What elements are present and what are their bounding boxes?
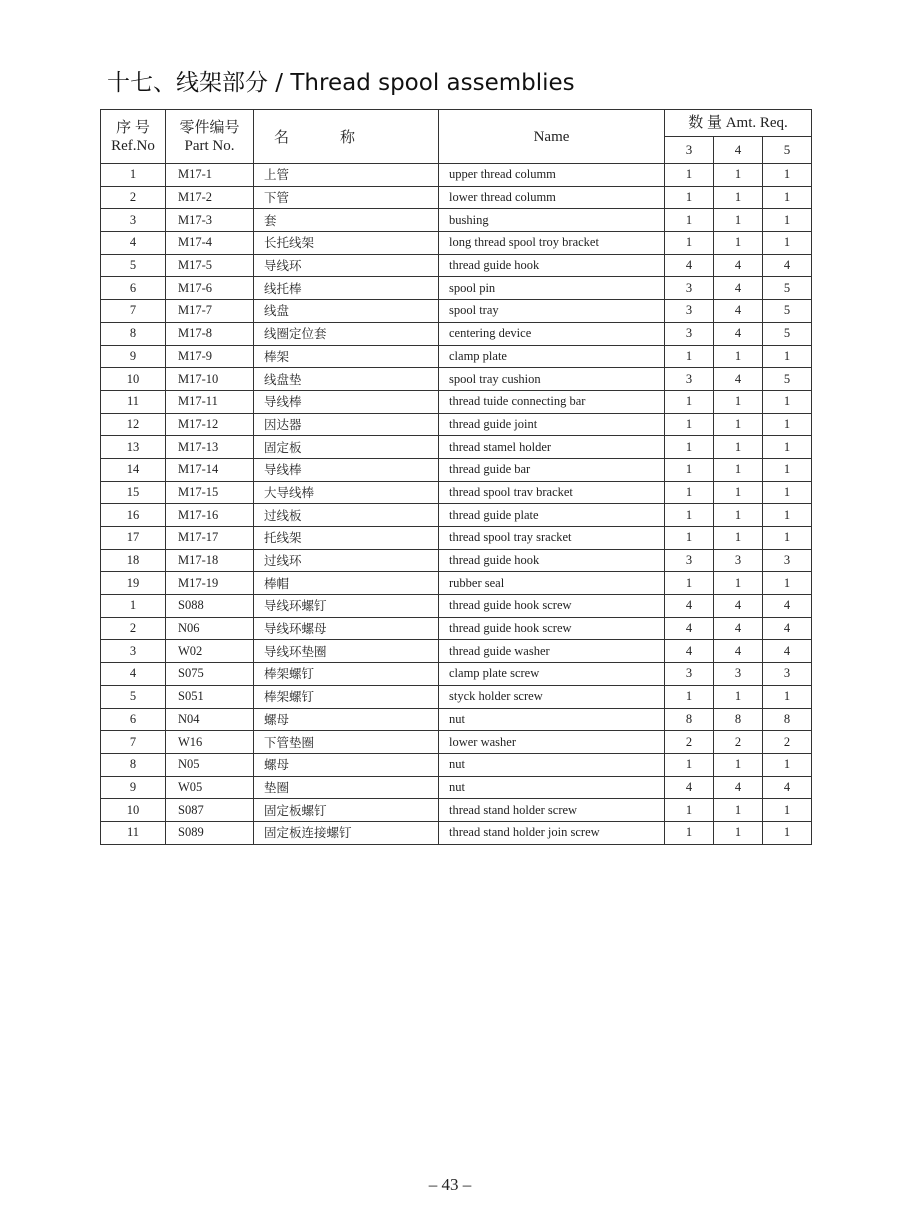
amt-4-cell: 3: [714, 549, 763, 572]
ref-no-cell: 14: [101, 458, 166, 481]
part-no-cell: M17-10: [166, 368, 254, 391]
table-row: [101, 799, 812, 822]
amt-req-header: 数 量 Amt. Req.: [665, 110, 812, 137]
amt-3-cell: 3: [665, 277, 714, 300]
name-cn-cell: 导线环垫圈: [254, 640, 439, 663]
amt-4-cell: 1: [714, 186, 763, 209]
part-no-cell: M17-14: [166, 458, 254, 481]
ref-no-header: [101, 110, 166, 164]
name-en-cell: styck holder screw: [439, 685, 665, 708]
part-no-cell: N06: [166, 617, 254, 640]
part-no-cell: N05: [166, 753, 254, 776]
table-row: [101, 572, 812, 595]
amt-5-cell: 1: [763, 821, 812, 844]
name-cn-cell: 棒架螺钉: [254, 663, 439, 686]
amt-3-cell: 1: [665, 572, 714, 595]
amt-3-cell: 4: [665, 617, 714, 640]
ref-no-cell: 12: [101, 413, 166, 436]
name-cn-cell: 上管: [254, 164, 439, 187]
amt-4-cell: 1: [714, 345, 763, 368]
name-en-cell: thread stand holder screw: [439, 799, 665, 822]
amt-4-cell: 8: [714, 708, 763, 731]
amt-5-cell: 1: [763, 799, 812, 822]
amt-4-cell: 1: [714, 753, 763, 776]
name-en-cell: clamp plate: [439, 345, 665, 368]
page-number: – 43 –: [428, 1175, 472, 1194]
name-en-cell: thread guide washer: [439, 640, 665, 663]
part-no-cell: M17-12: [166, 413, 254, 436]
amt-5-cell: 1: [763, 390, 812, 413]
name-en-header: Name: [439, 110, 665, 164]
ref-no-header-en: Ref.No: [111, 137, 155, 154]
part-no-cell: S088: [166, 595, 254, 618]
amt-5-cell: 5: [763, 322, 812, 345]
amt-3-cell: 1: [665, 504, 714, 527]
amt-4-cell: 1: [714, 413, 763, 436]
name-en-cell: clamp plate screw: [439, 663, 665, 686]
amt-4-cell: 1: [714, 209, 763, 232]
name-en-cell: thread stand holder join screw: [439, 821, 665, 844]
name-en-cell: thread guide hook screw: [439, 617, 665, 640]
name-cn-cell: 固定板连接螺钉: [254, 821, 439, 844]
amt-5-cell: 1: [763, 436, 812, 459]
amt-5-cell: 4: [763, 776, 812, 799]
amt-5-cell: 1: [763, 504, 812, 527]
amt-4-cell: 1: [714, 164, 763, 187]
name-en-cell: thread guide bar: [439, 458, 665, 481]
name-en-cell: centering device: [439, 322, 665, 345]
table-row: [101, 300, 812, 323]
name-cn-cell: 固定板: [254, 436, 439, 459]
amt-5-cell: 5: [763, 368, 812, 391]
name-en-cell: thread stamel holder: [439, 436, 665, 459]
amt-5-cell: 8: [763, 708, 812, 731]
name-cn-cell: 固定板螺钉: [254, 799, 439, 822]
part-no-header: [166, 110, 254, 164]
amt-3-cell: 1: [665, 685, 714, 708]
part-no-cell: M17-2: [166, 186, 254, 209]
amt-4-cell: 3: [714, 663, 763, 686]
table-row: [101, 685, 812, 708]
amt-3-cell: 1: [665, 753, 714, 776]
name-en-cell: thread guide hook: [439, 254, 665, 277]
amt-3-cell: 4: [665, 640, 714, 663]
amt-4-cell: 1: [714, 527, 763, 550]
amt-3-cell: 3: [665, 549, 714, 572]
ref-no-cell: 10: [101, 368, 166, 391]
amt-5-cell: 1: [763, 164, 812, 187]
table-row: [101, 164, 812, 187]
name-cn-cell: 过线板: [254, 504, 439, 527]
table-row: [101, 254, 812, 277]
amt-3-cell: 4: [665, 254, 714, 277]
amt-5-cell: 1: [763, 481, 812, 504]
name-en-cell: spool tray cushion: [439, 368, 665, 391]
part-no-cell: S075: [166, 663, 254, 686]
ref-no-cell: 11: [101, 821, 166, 844]
part-no-header-cn: 零件编号: [179, 119, 240, 136]
amt-5-cell: 1: [763, 413, 812, 436]
amt-5-cell: 5: [763, 300, 812, 323]
part-no-cell: M17-11: [166, 390, 254, 413]
amt-4-cell: 4: [714, 776, 763, 799]
amt-5-cell: 4: [763, 617, 812, 640]
ref-no-cell: 15: [101, 481, 166, 504]
ref-no-cell: 13: [101, 436, 166, 459]
amt-col-4-header: 4: [714, 137, 763, 164]
parts-table: [100, 109, 812, 845]
part-no-cell: M17-6: [166, 277, 254, 300]
name-cn-cell: 导线环螺钉: [254, 595, 439, 618]
table-row: [101, 458, 812, 481]
name-en-cell: nut: [439, 753, 665, 776]
ref-no-header-cn: 序 号: [116, 119, 150, 136]
name-cn-cell: 垫圈: [254, 776, 439, 799]
table-header-row: [101, 110, 812, 137]
ref-no-cell: 2: [101, 186, 166, 209]
name-cn-cell: 长托线架: [254, 232, 439, 255]
part-no-cell: M17-17: [166, 527, 254, 550]
part-no-cell: M17-13: [166, 436, 254, 459]
amt-5-cell: 1: [763, 186, 812, 209]
part-no-header-en: Part No.: [184, 137, 235, 154]
amt-3-cell: 1: [665, 164, 714, 187]
name-cn-cell: 套: [254, 209, 439, 232]
ref-no-cell: 5: [101, 254, 166, 277]
name-en-cell: long thread spool troy bracket: [439, 232, 665, 255]
part-no-cell: W02: [166, 640, 254, 663]
name-cn-cell: 线圈定位套: [254, 322, 439, 345]
amt-5-cell: 4: [763, 595, 812, 618]
amt-3-cell: 1: [665, 186, 714, 209]
ref-no-cell: 10: [101, 799, 166, 822]
ref-no-cell: 9: [101, 776, 166, 799]
table-row: [101, 345, 812, 368]
name-cn-cell: 棒架螺钉: [254, 685, 439, 708]
table-row: [101, 640, 812, 663]
name-en-cell: nut: [439, 776, 665, 799]
amt-4-cell: 4: [714, 595, 763, 618]
part-no-cell: M17-16: [166, 504, 254, 527]
parts-table-body: [101, 164, 812, 845]
amt-4-cell: 1: [714, 481, 763, 504]
ref-no-cell: 11: [101, 390, 166, 413]
name-cn-cell: 线盘: [254, 300, 439, 323]
name-cn-cell: 因达器: [254, 413, 439, 436]
amt-col-5-header: 5: [763, 137, 812, 164]
amt-4-cell: 4: [714, 277, 763, 300]
part-no-cell: M17-5: [166, 254, 254, 277]
ref-no-cell: 6: [101, 708, 166, 731]
amt-5-cell: 1: [763, 209, 812, 232]
ref-no-cell: 19: [101, 572, 166, 595]
amt-5-cell: 2: [763, 731, 812, 754]
amt-3-cell: 8: [665, 708, 714, 731]
amt-3-cell: 3: [665, 368, 714, 391]
table-row: [101, 209, 812, 232]
amt-3-cell: 1: [665, 527, 714, 550]
amt-3-cell: 1: [665, 209, 714, 232]
table-row: [101, 413, 812, 436]
amt-4-cell: 1: [714, 504, 763, 527]
name-cn-cell: 过线环: [254, 549, 439, 572]
ref-no-cell: 8: [101, 322, 166, 345]
amt-3-cell: 1: [665, 436, 714, 459]
table-row: [101, 232, 812, 255]
part-no-cell: W05: [166, 776, 254, 799]
amt-3-cell: 4: [665, 776, 714, 799]
amt-4-cell: 4: [714, 617, 763, 640]
amt-4-cell: 1: [714, 685, 763, 708]
ref-no-cell: 7: [101, 731, 166, 754]
name-cn-cell: 下管: [254, 186, 439, 209]
ref-no-cell: 8: [101, 753, 166, 776]
ref-no-cell: 6: [101, 277, 166, 300]
amt-5-cell: 3: [763, 663, 812, 686]
name-en-cell: nut: [439, 708, 665, 731]
amt-3-cell: 1: [665, 821, 714, 844]
table-row: [101, 663, 812, 686]
name-cn-cell: 线盘垫: [254, 368, 439, 391]
ref-no-cell: 3: [101, 209, 166, 232]
table-row: [101, 368, 812, 391]
part-no-cell: M17-19: [166, 572, 254, 595]
amt-col-3-header: 3: [665, 137, 714, 164]
table-row: [101, 277, 812, 300]
amt-3-cell: 4: [665, 595, 714, 618]
amt-4-cell: 1: [714, 390, 763, 413]
name-en-cell: thread guide joint: [439, 413, 665, 436]
ref-no-cell: 17: [101, 527, 166, 550]
name-cn-header-a: 名: [274, 127, 291, 146]
amt-3-cell: 1: [665, 390, 714, 413]
part-no-cell: M17-15: [166, 481, 254, 504]
amt-3-cell: 1: [665, 458, 714, 481]
amt-4-cell: 1: [714, 572, 763, 595]
part-no-cell: M17-3: [166, 209, 254, 232]
amt-4-cell: 4: [714, 640, 763, 663]
table-row: [101, 617, 812, 640]
page-title: 十七、线架部分 / Thread spool assemblies: [107, 70, 575, 96]
table-row: [101, 776, 812, 799]
amt-3-cell: 2: [665, 731, 714, 754]
name-cn-cell: 导线环: [254, 254, 439, 277]
amt-3-cell: 1: [665, 799, 714, 822]
name-cn-cell: 导线环螺母: [254, 617, 439, 640]
name-en-cell: spool pin: [439, 277, 665, 300]
name-cn-cell: 棒架: [254, 345, 439, 368]
amt-4-cell: 1: [714, 458, 763, 481]
amt-4-cell: 1: [714, 436, 763, 459]
name-cn-cell: 螺母: [254, 708, 439, 731]
amt-5-cell: 1: [763, 685, 812, 708]
part-no-cell: N04: [166, 708, 254, 731]
ref-no-cell: 9: [101, 345, 166, 368]
amt-4-cell: 4: [714, 322, 763, 345]
name-cn-cell: 导线棒: [254, 458, 439, 481]
amt-3-cell: 3: [665, 300, 714, 323]
table-row: [101, 549, 812, 572]
amt-3-cell: 1: [665, 345, 714, 368]
name-cn-cell: 导线棒: [254, 390, 439, 413]
name-en-cell: thread spool tray sracket: [439, 527, 665, 550]
name-en-cell: rubber seal: [439, 572, 665, 595]
amt-3-cell: 3: [665, 663, 714, 686]
name-cn-cell: 大导线棒: [254, 481, 439, 504]
part-no-cell: M17-9: [166, 345, 254, 368]
table-row: [101, 481, 812, 504]
amt-4-cell: 1: [714, 232, 763, 255]
amt-4-cell: 1: [714, 799, 763, 822]
part-no-cell: M17-1: [166, 164, 254, 187]
name-cn-header: [254, 110, 439, 164]
part-no-cell: S087: [166, 799, 254, 822]
part-no-cell: M17-8: [166, 322, 254, 345]
table-row: [101, 436, 812, 459]
name-en-cell: thread guide hook screw: [439, 595, 665, 618]
ref-no-cell: 1: [101, 595, 166, 618]
name-cn-cell: 螺母: [254, 753, 439, 776]
name-en-cell: thread guide plate: [439, 504, 665, 527]
table-row: [101, 708, 812, 731]
table-row: [101, 527, 812, 550]
amt-4-cell: 4: [714, 368, 763, 391]
table-row: [101, 390, 812, 413]
name-en-cell: upper thread columm: [439, 164, 665, 187]
name-en-cell: bushing: [439, 209, 665, 232]
table-row: [101, 821, 812, 844]
amt-5-cell: 1: [763, 232, 812, 255]
amt-5-cell: 1: [763, 458, 812, 481]
amt-3-cell: 1: [665, 232, 714, 255]
amt-5-cell: 4: [763, 640, 812, 663]
name-en-cell: lower thread columm: [439, 186, 665, 209]
name-en-cell: spool tray: [439, 300, 665, 323]
amt-4-cell: 1: [714, 821, 763, 844]
part-no-cell: W16: [166, 731, 254, 754]
part-no-cell: M17-18: [166, 549, 254, 572]
name-en-cell: thread tuide connecting bar: [439, 390, 665, 413]
amt-5-cell: 3: [763, 549, 812, 572]
part-no-cell: M17-7: [166, 300, 254, 323]
amt-5-cell: 1: [763, 753, 812, 776]
name-cn-cell: 棒帽: [254, 572, 439, 595]
ref-no-cell: 7: [101, 300, 166, 323]
part-no-cell: S089: [166, 821, 254, 844]
ref-no-cell: 4: [101, 663, 166, 686]
amt-3-cell: 1: [665, 413, 714, 436]
table-row: [101, 322, 812, 345]
amt-4-cell: 2: [714, 731, 763, 754]
table-row: [101, 504, 812, 527]
amt-5-cell: 1: [763, 572, 812, 595]
amt-5-cell: 1: [763, 527, 812, 550]
ref-no-cell: 3: [101, 640, 166, 663]
name-en-cell: lower washer: [439, 731, 665, 754]
name-cn-cell: 托线架: [254, 527, 439, 550]
table-row: [101, 595, 812, 618]
ref-no-cell: 18: [101, 549, 166, 572]
amt-5-cell: 1: [763, 345, 812, 368]
name-cn-cell: 线托棒: [254, 277, 439, 300]
amt-3-cell: 1: [665, 481, 714, 504]
amt-5-cell: 5: [763, 277, 812, 300]
amt-4-cell: 4: [714, 300, 763, 323]
table-row: [101, 731, 812, 754]
name-cn-header-b: 称: [340, 127, 357, 146]
ref-no-cell: 2: [101, 617, 166, 640]
part-no-cell: M17-4: [166, 232, 254, 255]
table-row: [101, 186, 812, 209]
ref-no-cell: 5: [101, 685, 166, 708]
table-row: [101, 753, 812, 776]
name-cn-cell: 下管垫圈: [254, 731, 439, 754]
ref-no-cell: 16: [101, 504, 166, 527]
name-en-cell: thread spool trav bracket: [439, 481, 665, 504]
part-no-cell: S051: [166, 685, 254, 708]
ref-no-cell: 1: [101, 164, 166, 187]
amt-3-cell: 3: [665, 322, 714, 345]
ref-no-cell: 4: [101, 232, 166, 255]
name-en-cell: thread guide hook: [439, 549, 665, 572]
amt-4-cell: 4: [714, 254, 763, 277]
amt-5-cell: 4: [763, 254, 812, 277]
